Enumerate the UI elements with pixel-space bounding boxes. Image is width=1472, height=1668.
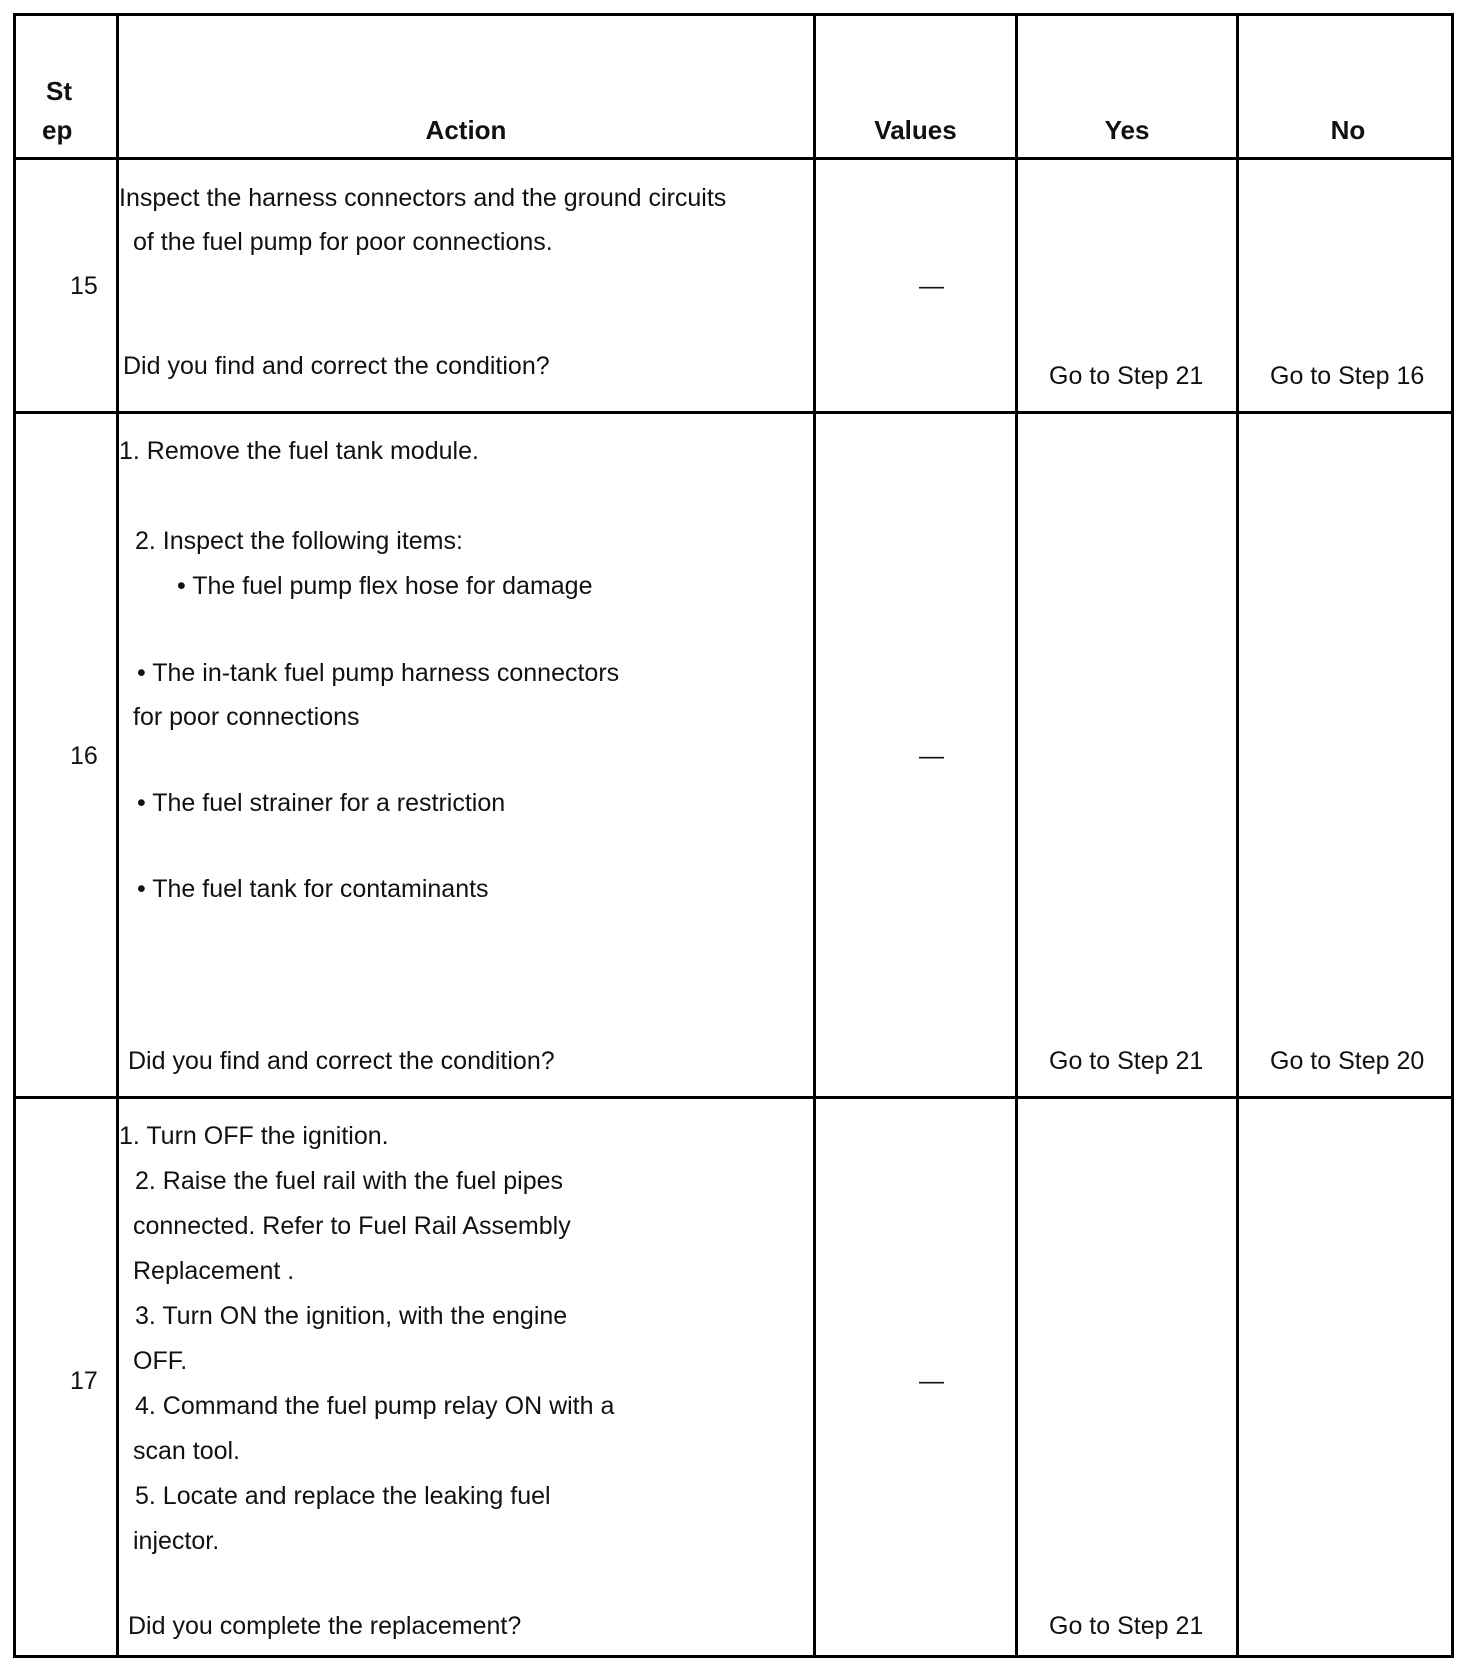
- action-line: connected. Refer to Fuel Rail Assembly: [133, 1212, 571, 1240]
- action-line: 3. Turn ON the ignition, with the engine: [135, 1302, 568, 1330]
- action-line: Inspect the harness connectors and the ground circuits: [119, 184, 727, 212]
- yes-result: Go to Step 21: [1049, 1612, 1204, 1640]
- yes-result: Go to Step 21: [1049, 362, 1204, 390]
- action-line: 2. Inspect the following items:: [135, 527, 463, 555]
- diagnostic-table: [13, 13, 1454, 1658]
- header-action: Action: [425, 115, 507, 145]
- step-number: 15: [70, 272, 98, 300]
- value-dash: —: [919, 742, 944, 770]
- header-yes: Yes: [1104, 115, 1150, 145]
- header-no: No: [1330, 115, 1366, 145]
- value-dash: —: [919, 1367, 944, 1395]
- value-dash: —: [919, 272, 944, 300]
- action-line: 2. Raise the fuel rail with the fuel pipes: [135, 1167, 564, 1195]
- row-divider: [16, 1096, 1451, 1099]
- action-line: 1. Turn OFF the ignition.: [119, 1122, 389, 1150]
- action-bullet: • The fuel pump flex hose for damage: [177, 572, 593, 600]
- row-divider: [16, 157, 1451, 160]
- no-result: Go to Step 20: [1270, 1047, 1425, 1075]
- action-line: 4. Command the fuel pump relay ON with a: [135, 1392, 615, 1420]
- action-question: Did you find and correct the condition?: [128, 1047, 555, 1075]
- action-question: Did you find and correct the condition?: [123, 352, 550, 380]
- column-divider: [116, 16, 119, 1655]
- step-number: 17: [70, 1367, 98, 1395]
- action-line: scan tool.: [133, 1437, 241, 1465]
- action-line: 5. Locate and replace the leaking fuel: [135, 1482, 551, 1510]
- header-values: Values: [874, 115, 957, 145]
- no-result: Go to Step 16: [1270, 362, 1425, 390]
- column-divider: [1015, 16, 1018, 1655]
- step-number: 16: [70, 742, 98, 770]
- action-line: OFF.: [133, 1347, 188, 1375]
- action-line: of the fuel pump for poor connections.: [133, 228, 553, 256]
- action-line: Replacement .: [133, 1257, 295, 1285]
- action-line: 1. Remove the fuel tank module.: [119, 437, 479, 465]
- action-line: injector.: [133, 1527, 220, 1555]
- row-divider: [16, 411, 1451, 414]
- column-divider: [813, 16, 816, 1655]
- action-bullet: • The fuel tank for contaminants: [137, 875, 489, 903]
- yes-result: Go to Step 21: [1049, 1047, 1204, 1075]
- header-step-line1: St: [46, 76, 72, 106]
- action-line: for poor connections: [133, 703, 360, 731]
- header-step-line2: ep: [42, 115, 73, 145]
- action-question: Did you complete the replacement?: [128, 1612, 522, 1640]
- action-bullet: • The in-tank fuel pump harness connectors: [137, 659, 620, 687]
- action-bullet: • The fuel strainer for a restriction: [137, 789, 506, 817]
- column-divider: [1236, 16, 1239, 1655]
